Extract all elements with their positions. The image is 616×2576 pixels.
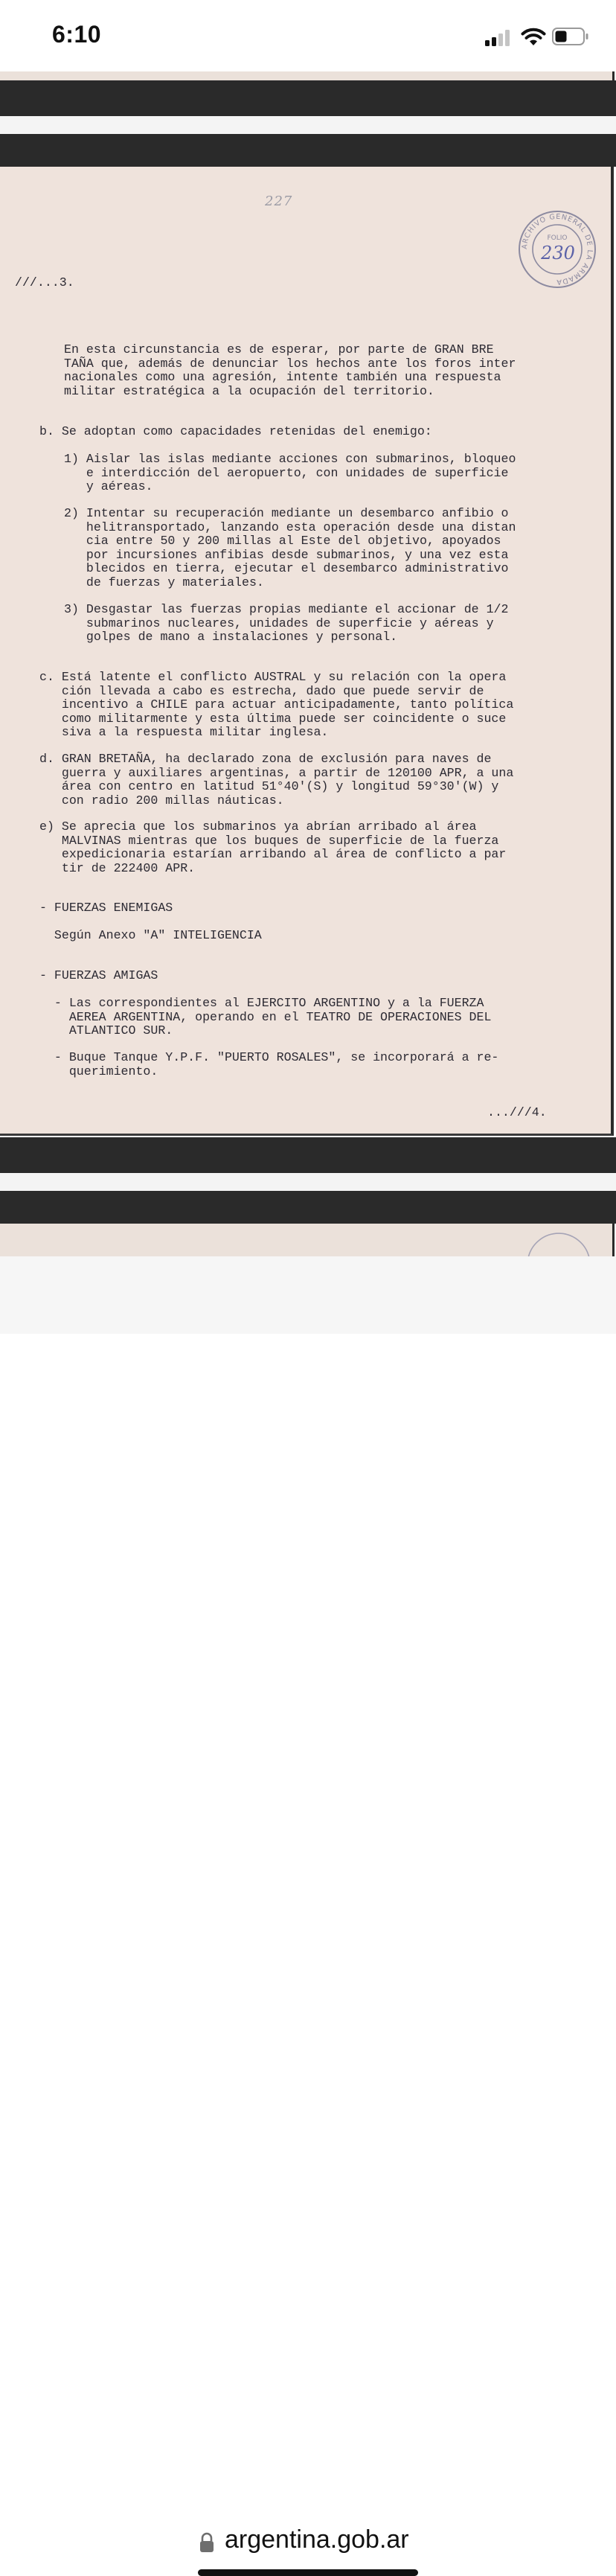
text-line: d. GRAN BRETAÑA, ha declarado zona de exclusión para naves de <box>39 752 492 766</box>
text-line: área con centro en latitud 51°40'(S) y longitud 59°30'(W) y <box>39 779 499 793</box>
status-time: 6:10 <box>52 21 102 48</box>
text-line: tir de 222400 APR. <box>39 860 196 875</box>
text-line: guerra y auxiliares argentinas, a partir de 120100 APR, a una <box>39 765 514 780</box>
wifi-icon <box>521 27 546 46</box>
previous-page-edge <box>0 71 615 80</box>
cellular-signal-icon <box>485 30 512 46</box>
stamp-ring-text: ARCHIVO GENERAL DE LA ARMADA <box>520 212 594 287</box>
document-text <box>0 167 611 1134</box>
text-line: e) Se aprecia que los submarinos ya abrían arribado al área <box>39 819 477 834</box>
home-indicator[interactable] <box>198 2569 418 2576</box>
text-line: por incursiones anfibias desde submarinos, y una vez esta <box>64 547 509 562</box>
text-line: golpes de mano a instalaciones y personal. <box>64 630 398 644</box>
text-line: con radio 200 millas náuticas. <box>39 793 284 808</box>
handwritten-page-number: 227 <box>265 194 293 209</box>
stamp-folio-number: 230 <box>541 243 575 263</box>
text-line: MALVINAS mientras que los buques de superficie de la fuerza <box>39 833 499 848</box>
text-line: ción llevada a cabo es estrecha, dado que puede servir de <box>39 683 484 698</box>
section-heading-fuerzas-amigas: - FUERZAS AMIGAS <box>39 968 158 982</box>
text-line: incentivo a CHILE para actuar anticipadamente, tanto política <box>39 697 514 712</box>
document-page-3 <box>0 167 614 1136</box>
page-separator <box>0 80 616 116</box>
text-line: - Las correspondientes al EJERCITO ARGENTINO y a la FUERZA <box>39 996 484 1010</box>
text-line: blecidos en tierra, ejecutar el desembarco administrativo <box>64 561 509 575</box>
text-line: helitransportado, lanzando esta operación desde una distan <box>64 520 516 534</box>
text-line: AEREA ARGENTINA, operando en el TEATRO DE OPERACIONES DEL <box>39 1009 492 1024</box>
stamp-label: FOLIO <box>547 234 568 242</box>
text-line: ATLANTICO SUR. <box>39 1023 173 1038</box>
page-separator <box>0 1191 616 1224</box>
text-line: 3) Desgastar las fuerzas propias mediante el accionar de 1/2 <box>64 602 509 616</box>
text-line: de fuerzas y materiales. <box>64 575 264 589</box>
text-line: c. Está latente el conflicto AUSTRAL y su relación con la opera <box>39 670 507 684</box>
text-line: como militarmente y esta última puede ser coincidente o suce <box>39 711 507 726</box>
page-footer: ...///4. <box>487 1105 547 1119</box>
text-line: cia entre 50 y 200 millas al Este del objetivo, apoyados <box>64 534 501 548</box>
text-line: Según Anexo "A" INTELIGENCIA <box>39 928 262 942</box>
status-bar <box>0 0 616 71</box>
text-line: 2) Intentar su recuperación mediante un desembarco anfibio o <box>64 506 509 520</box>
text-line: y aéreas. <box>64 479 153 493</box>
text-line: - Buque Tanque Y.P.F. "PUERTO ROSALES", se incorporará a re- <box>39 1050 499 1064</box>
text-line: TAÑA que, además de denunciar los hechos ante los foros inter <box>64 356 516 371</box>
text-line: submarinos nucleares, unidades de superficie y aéreas y <box>64 616 494 630</box>
page-gap <box>0 1173 616 1191</box>
text-line: nacionales como una agresión, intente también una respuesta <box>64 370 501 384</box>
text-line: En esta circunstancia es de esperar, por parte de GRAN BRE <box>64 342 494 357</box>
text-line: 1) Aislar las islas mediante acciones con submarinos, bloqueo <box>64 452 516 466</box>
text-line: e interdicción del aeropuerto, con unidades de superficie <box>64 465 509 480</box>
url-text[interactable]: argentina.gob.ar <box>225 2525 409 2554</box>
text-line: querimiento. <box>39 1064 158 1078</box>
section-heading-fuerzas-enemigas: - FUERZAS ENEMIGAS <box>39 901 173 915</box>
lock-icon <box>199 2532 214 2553</box>
next-page-edge <box>0 1224 615 1256</box>
page-separator <box>0 1137 616 1173</box>
next-page-stamp-fragment <box>525 1233 592 1256</box>
document-viewer[interactable] <box>0 71 616 1256</box>
text-line: militar estratégica a la ocupación del territorio. <box>64 383 434 398</box>
page-separator <box>0 134 616 167</box>
text-line: siva a la respuesta militar inglesa. <box>39 725 329 739</box>
page-gap <box>0 116 616 134</box>
text-line: b. Se adoptan como capacidades retenidas del enemigo: <box>39 424 432 438</box>
browser-address-bar[interactable] <box>0 1256 616 2554</box>
page-header: ///...3. <box>15 275 74 290</box>
text-line: expedicionaria estarían arribando al área de conflicto a par <box>39 847 507 861</box>
battery-icon <box>552 28 589 45</box>
